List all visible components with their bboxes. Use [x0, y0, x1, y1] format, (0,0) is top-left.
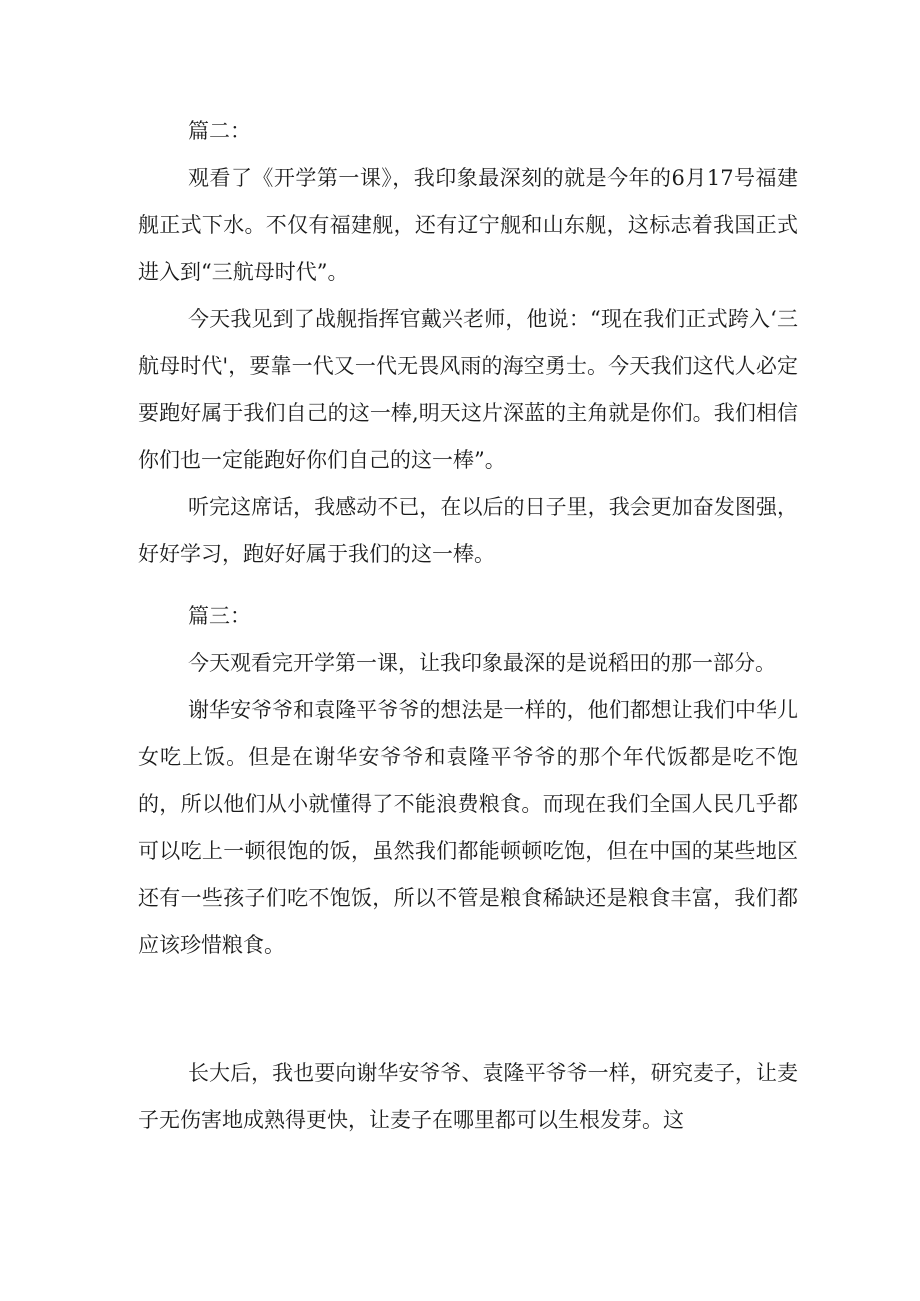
paragraph: 听完这席话，我感动不已，在以后的日子里，我会更加奋发图强，好好学习，跑好好属于我们的这一棒。	[138, 495, 798, 566]
paragraph: 观看了《开学第一课》，我印象最深刻的就是今年的6月17号福建舰正式下水。不仅有福建舰，还有辽宁舰和山东舰，这标志着我国正式进入到“三航母时代”。	[138, 166, 798, 284]
section-3	[138, 593, 798, 969]
paragraph: 今天我见到了战舰指挥官戴兴老师，他说：“现在我们正式跨入‘三航母时代'，要靠一代又一代无畏风雨的海空勇士。今天我们这代人必定要跑好属于我们自己的这一棒,明天这片深蓝的主角就是你们。我们相信你们也一定能跑好你们自己的这一棒”。	[138, 307, 798, 472]
paragraph: 谢华安爷爷和袁隆平爷爷的想法是一样的，他们都想让我们中华儿女吃上饭。但是在谢华安爷爷和袁隆平爷爷的那个年代饭都是吃不饱的，所以他们从小就懂得了不能浪费粮食。而现在我们全国人民几乎都可以吃上一顿很饱的饭，虽然我们都能顿顿吃饱，但在中国的某些地区还有一些孩子们吃不饱饭，所以不管是粮食稀缺还是粮食丰富，我们都应该珍惜粮食。	[138, 698, 798, 957]
paragraph: 今天观看完开学第一课，让我印象最深的是说稻田的那一部分。	[188, 651, 776, 675]
section-3-continued	[138, 1050, 798, 1144]
paragraph: 长大后，我也要向谢华安爷爷、袁隆平爷爷一样，研究麦子，让麦子无伤害地成熟得更快，让麦子在哪里都可以生根发芽。这	[138, 1061, 798, 1132]
section-heading: 篇三：	[188, 604, 251, 628]
section-heading: 篇二：	[188, 119, 251, 143]
section-2	[138, 108, 798, 578]
